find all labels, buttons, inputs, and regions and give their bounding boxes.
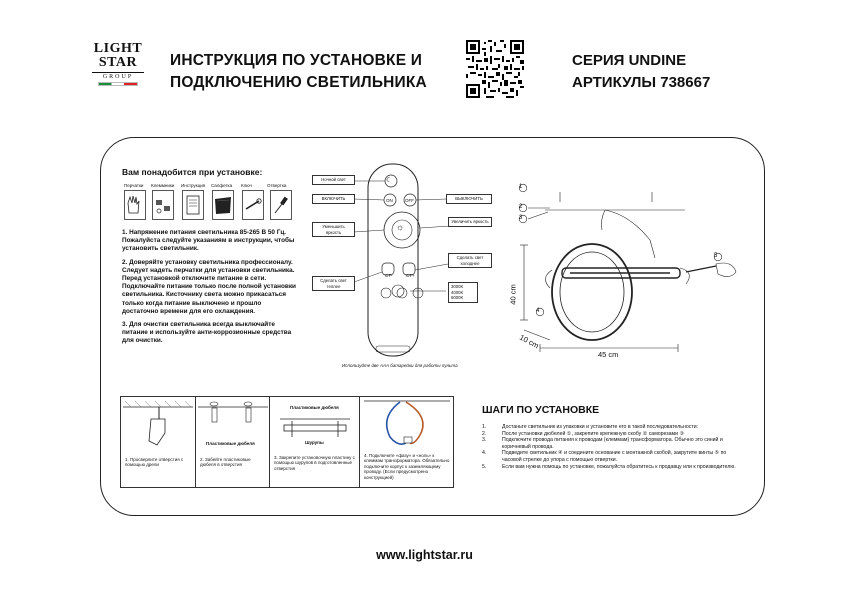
label-dim-down: Уменьшить яркость	[312, 222, 355, 237]
step-text: Подключите провода питания к проводам (клеммам) трансформатора. Обычно это синий и коричневый провода.	[502, 437, 723, 450]
temp-4000k: 4000K	[451, 289, 464, 295]
temp-3000k: 3000K	[451, 284, 464, 289]
safety-notes	[122, 229, 298, 351]
button-ct-plus-label: CT+	[406, 273, 415, 278]
install-caption-1: 1. Просверлите отверстия с помощью дрели	[125, 457, 184, 468]
button-on-label: ON	[386, 198, 393, 203]
step-item	[482, 424, 742, 431]
plate-dowel-label: Пластиковые дюбеля	[290, 405, 339, 410]
step-item	[482, 450, 742, 463]
step-number: 1.	[482, 424, 487, 430]
tool-label-screwdriver: Отвертка	[267, 183, 287, 188]
marker-1: 1	[519, 184, 523, 190]
series-name: СЕРИЯ UNDINE	[572, 52, 687, 69]
product-series	[572, 50, 710, 94]
install-caption-2: 2. Забейте пластиковые дюбеля в отверстия	[200, 457, 251, 468]
install-cell-4	[359, 397, 454, 487]
steps-list	[482, 424, 742, 470]
website-link[interactable]: www.lightstar.ru	[376, 548, 473, 562]
tools-heading: Вам понадобится при установке:	[122, 167, 263, 177]
step-number: 4.	[482, 450, 487, 457]
note-2: 2. Доверяйте установку светильника профессионалу. Следует надеть перчатки для установки светильника. Перед установкой отключите питание в сети. Подключайте питание только после полной установки светильника. Кисточнику света можно прикасаться только когда питание выключено и прошло достаточно времени для его охлаждения.	[122, 258, 296, 315]
dowel-label: Пластиковые дюбеля	[206, 441, 255, 446]
page-title	[170, 50, 427, 94]
logo-line3: GROUP	[92, 72, 144, 80]
terminals-icon	[152, 190, 174, 220]
dimension-width: 45 cm	[598, 350, 619, 359]
step-number: 3.	[482, 437, 487, 444]
logo-line2: STAR	[98, 55, 138, 70]
step-item	[482, 464, 742, 471]
tool-label-manual: Инструкция	[181, 183, 206, 188]
step-text: После установки дюбелей ①, закрепите крепежную скобу ② саморезами ③	[502, 430, 685, 437]
label-night-light: Ночной свет	[312, 175, 355, 185]
lightbulb-icon: ☼	[396, 222, 405, 232]
label-dim-up: Увеличить яркость	[448, 217, 492, 227]
step-number: 2.	[482, 430, 487, 437]
marker-4: 4	[536, 308, 540, 314]
screws-label: Шурупы	[305, 440, 324, 445]
qr-code-icon	[466, 40, 524, 98]
dimension-height: 40 cm	[508, 284, 518, 305]
screwdriver-icon	[270, 190, 292, 220]
label-turn-on: ВКЛЮЧИТЬ	[312, 194, 355, 204]
lamp-dimension-diagram	[510, 180, 750, 365]
manual-icon	[182, 190, 204, 220]
button-off-label: OFF	[405, 198, 414, 203]
wrench-icon	[242, 190, 264, 220]
brand-logo	[92, 42, 144, 86]
note-3: 3. Для очистки светильника всегда выключайте питание и используйте анти-коррозионные средства для очистки.	[122, 321, 292, 345]
step-text: Достаньте светильник из упаковки и установите его в такой последовательности:	[502, 424, 699, 430]
steps-heading: ШАГИ ПО УСТАНОВКЕ	[482, 404, 600, 416]
install-cell-3	[269, 397, 360, 487]
temp-6000k: 6000K	[451, 295, 464, 301]
note-1: 1. Напряжение питания светильника 85-265 В 50 Гц. Пожалуйста следуйте указаниям в инструкции, чтобы установить светильник.	[122, 229, 295, 253]
title-line1: ИНСТРУКЦИЯ ПО УСТАНОВКЕ И	[170, 52, 423, 69]
step-item	[482, 437, 742, 450]
dimension-depth: 10 cm	[518, 332, 541, 351]
tools-list	[124, 185, 292, 221]
mounting-plate-icon	[270, 407, 360, 457]
italian-flag-stripe	[98, 82, 138, 86]
dowel-icon	[196, 397, 270, 447]
title-line2: ПОДКЛЮЧЕНИЮ СВЕТИЛЬНИКА	[170, 74, 427, 91]
color-temperature-list	[448, 282, 478, 303]
logo-line1: LIGHT	[93, 41, 143, 56]
step-number: 5.	[482, 463, 487, 470]
install-caption-3: 3. Закрепите установочную пластину с помощью шурупов в подготовленные отверстия	[274, 455, 355, 471]
gloves-icon	[124, 190, 146, 220]
tool-label-wrench: Ключ	[241, 183, 252, 188]
install-cell-1	[121, 397, 195, 487]
moon-icon: ☾	[386, 177, 393, 184]
label-warmer: Сделать свет теплее	[312, 276, 355, 291]
marker-5: 5	[714, 253, 718, 259]
drill-icon	[121, 397, 195, 457]
marker-3: 3	[519, 215, 523, 221]
install-caption-4: 4. Подключите «фазу» и «ноль» к клеммам трансформатора. Обязательно подключите корпус к заземляющему проводу. (Если предусмотрено конструкцией)	[364, 453, 450, 480]
step-text: Подведите светильник ④ и соедините основание с монтажной скобой, закрутите винты ⑤ по часовой стрелке до упора с помощью отвертки.	[502, 450, 727, 463]
label-colder: Сделать свет холоднее	[448, 253, 492, 268]
button-ct-minus-label: CT-	[385, 273, 393, 278]
tool-label-napkin: Салфетка	[211, 183, 233, 188]
tool-label-gloves: Перчатки	[124, 183, 144, 188]
marker-2: 2	[519, 204, 523, 210]
article-number: АРТИКУЛЫ 738667	[572, 74, 711, 91]
tool-label-terminals: Клеммники	[151, 183, 175, 188]
installation-illustrations	[120, 396, 454, 488]
step-text: Если вам нужна помощь по установке, пожалуйста обратитесь к продавцу или к производителю.	[502, 463, 736, 470]
battery-note: Используйте две ААА батарейки для работы пульта	[342, 363, 458, 368]
install-cell-2	[195, 397, 270, 487]
label-turn-off: ВЫКЛЮЧИТЬ	[446, 194, 492, 204]
wiring-icon	[360, 397, 454, 452]
napkin-icon	[212, 190, 234, 220]
